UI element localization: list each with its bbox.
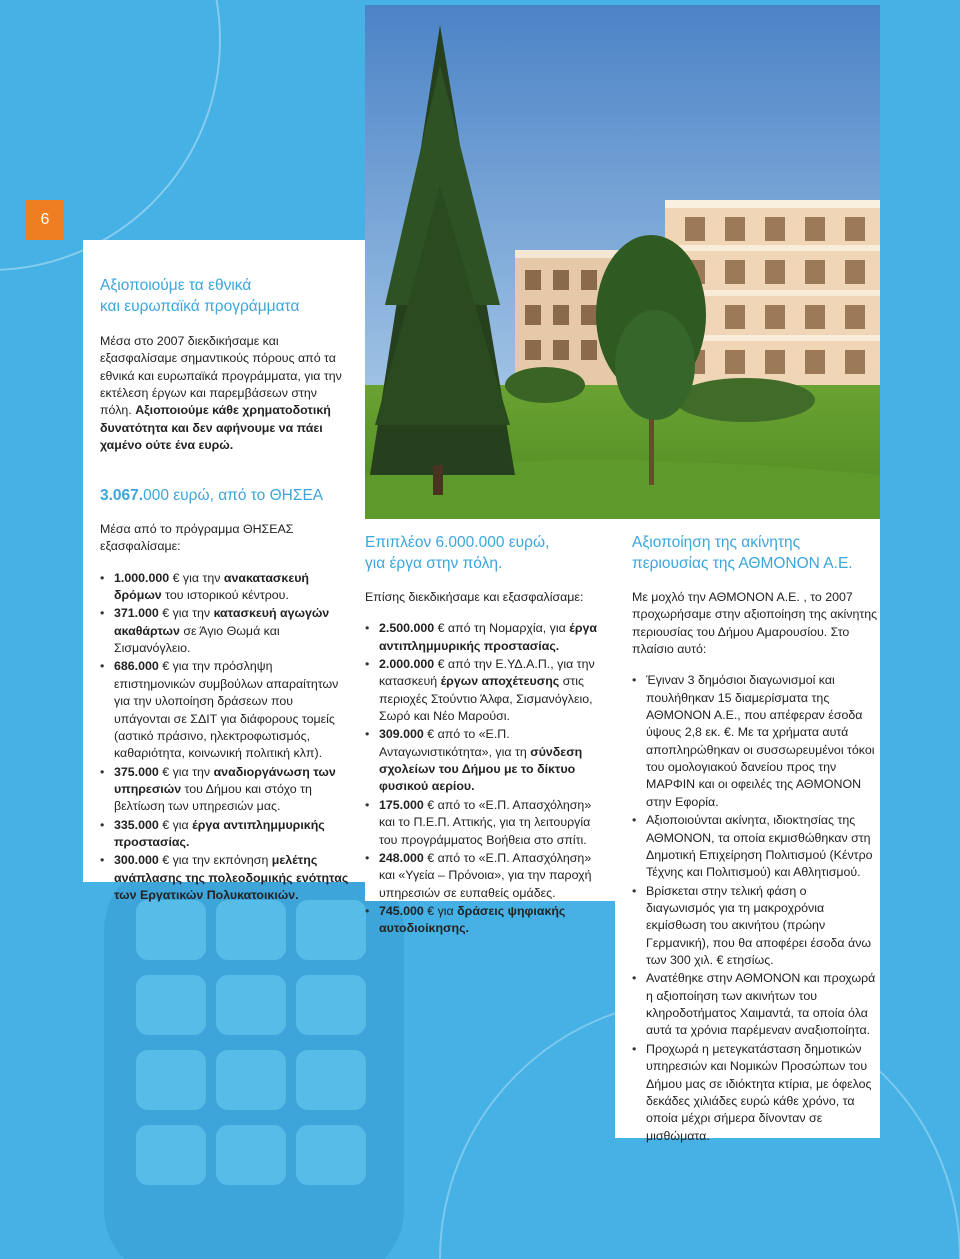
section-title [100,486,352,507]
title-line-1: Αξιοποιούμε τα εθνικά [100,277,252,294]
list-item: • Προχωρά η μετεγκατάσταση δημοτικών υπηρεσιών και Νομικών Προσώπων του Δήμου μας σε ιδιόκτητα κτίρια, με όφελος δεκάδες χιλιάδες ευρώ κάθε χρόνο, τα οποία μέχρι σήμερα δίνονταν σε μισθώματα. [632,1041,878,1145]
title-line-1: Αξιοποίηση της ακίνητης [632,534,801,551]
page-number-badge [26,200,64,240]
list-item: • Βρίσκεται στην τελική φάση ο διαγωνισμός για τη μακροχρόνια εκμίσθωση του ακινήτου (πρώην Γερμανική), που θα αποφέρει έσοδα άνω των 300 χιλ. € ετησίως. [632,883,878,970]
funding-list [365,620,610,937]
section-intro: Μέσα από το πρόγραμμα ΘΗΣΕΑΣ εξασφαλίσαμε: [100,521,294,554]
paragraph-bold-text: Αξιοποιούμε κάθε χρηματοδοτική δυνατότητα και δεν αφήνουμε να πάει χαμένο ούτε ένα ευρώ. [100,403,331,452]
title-bold: 3.067. [100,487,144,504]
title-line-2: και ευρωπαϊκά προγράμματα [100,297,300,315]
list-item: • 309.000 € από το «Ε.Π. Ανταγωνιστικότητα», για τη σύνδεση σχολείων του Δήμου με το δίκτυο φυσικού αερίου. [365,726,610,795]
list-item: • 335.000 € για έργα αντιπλημμυρικής προστασίας. [100,817,352,852]
title-line-2: για έργα στην πόλη. [365,554,503,572]
paragraph-text: Μέσα στο 2007 διεκδικήσαμε και εξασφαλίσαμε σημαντικούς πόρους από τα εθνικά και ευρωπαϊκά προγράμματα, για την εκτέλεση έργων και παρεμβάσεων στην πόλη. [100,333,342,418]
list-item: • 2.000.000 € από την Ε.ΥΔ.Α.Π., για την κατασκευή έργων αποχέτευσης στις περιοχές Στούντιο Άλφα, Σισμανόγλειο, Σωρό και Νέο Μαρούσι. [365,656,610,725]
section-athmonon-property [632,533,878,1146]
list-item: • 686.000 € για την πρόσληψη επιστημονικών συμβούλων απαραίτητων για την υλοποίηση δράσεων που υπάγονται σε ΣΔΙΤ για διάφορους τομείς (αστικό πράσινο, ηλεκτροφωτισμός, καθαριότητα, κοινωνική πολιτική κλπ). [100,658,352,762]
list-item: • 1.000.000 € για την ανακατασκευή δρόμων του ιστορικού κέντρου. [100,570,352,605]
list-item: • 175.000 € από το «Ε.Π. Απασχόληση» και το Π.Ε.Π. Αττικής, για τη λειτουργία του προγράμματος Βοήθεια στο σπίτι. [365,797,610,849]
section-extra-funding [365,533,610,939]
section-intro: Επίσης διεκδικήσαμε και εξασφαλίσαμε: [365,589,584,604]
title-line-1: Επιπλέον 6.000.000 ευρώ, [365,534,550,551]
list-item: • Ανατέθηκε στην ΑΘΜΟΝΟΝ και προχωρά η αξιοποίηση των ακινήτων του κληροδοτήματος Χαιμαντά, τα οποία όλα αυτά τα χρόνια παρέμεναν αναξιοποίητα. [632,970,878,1039]
list-item: • 745.000 € για δράσεις ψηφιακής αυτοδιοίκησης. [365,903,610,938]
section-intro: Με μοχλό την ΑΘΜΟΝΟΝ Α.Ε. , το 2007 προχωρήσαμε στην αξιοποίηση της ακίνητης περιουσίας του Δήμου Αμαρουσίου. Στο πλαίσιο αυτό: [632,589,878,656]
list-item: • 371.000 € για την κατασκευή αγωγών ακαθάρτων σε Άγιο Θωμά και Σισμανόγλειο. [100,605,352,657]
section-title [632,533,878,575]
list-item: • 300.000 € για την εκπόνηση μελέτης ανάπλασης της πολεοδομικής ενότητας των Εργατικών Πολυκατοικιών. [100,852,352,904]
title-line-2: περιουσίας της ΑΘΜΟΝΟΝ Α.Ε. [632,554,853,572]
list-item: • 375.000 € για την αναδιοργάνωση των υπηρεσιών του Δήμου και στόχο τη βελτίωση των υπηρεσιών μας. [100,764,352,816]
funding-list [100,570,352,905]
apartments-photo [365,5,880,519]
section-european-programmes [100,276,352,454]
page-number: 6 [40,211,50,228]
photo-illustration [365,5,880,519]
list-item: • Αξιοποιούνται ακίνητα, ιδιοκτησίας της ΑΘΜΟΝΟΝ, τα οποία εκμισθώθηκαν στη Δημοτική Επιχείρηση Πολιτισμού (Κέντρο Τέχνης και Πολιτισμού) και Αθλητισμού. [632,812,878,881]
title-rest: 000 ευρώ, από το ΘΗΣΕΑ [143,487,324,504]
section-paragraph [100,333,352,455]
section-title [365,533,610,575]
list-item: • Έγιναν 3 δημόσιοι διαγωνισμοί και πουλήθηκαν 15 διαμερίσματα της ΑΘΜΟΝΟΝ Α.Ε., που απέφεραν έσοδα ύψους 2,8 εκ. €. Με τα χρήματα αυτά αποπληρώθηκαν οι συσσωρευμένοι τόκοι του ομολογιακού δανείου προς την ΜΑΡΦΙΝ και οι οφειλές της ΑΘΜΟΝΟΝ στην Εφορία. [632,672,878,811]
list-item: • 248.000 € από το «Ε.Π. Απασχόληση» και «Υγεία – Πρόνοια», για την παροχή υπηρεσιών σε ευπαθείς ομάδες. [365,850,610,902]
section-title [100,276,352,318]
list-item: • 2.500.000 € από τη Νομαρχία, για έργα αντιπλημμυρικής προστασίας. [365,620,610,655]
actions-list [632,672,878,1145]
section-thiseas [100,486,352,905]
